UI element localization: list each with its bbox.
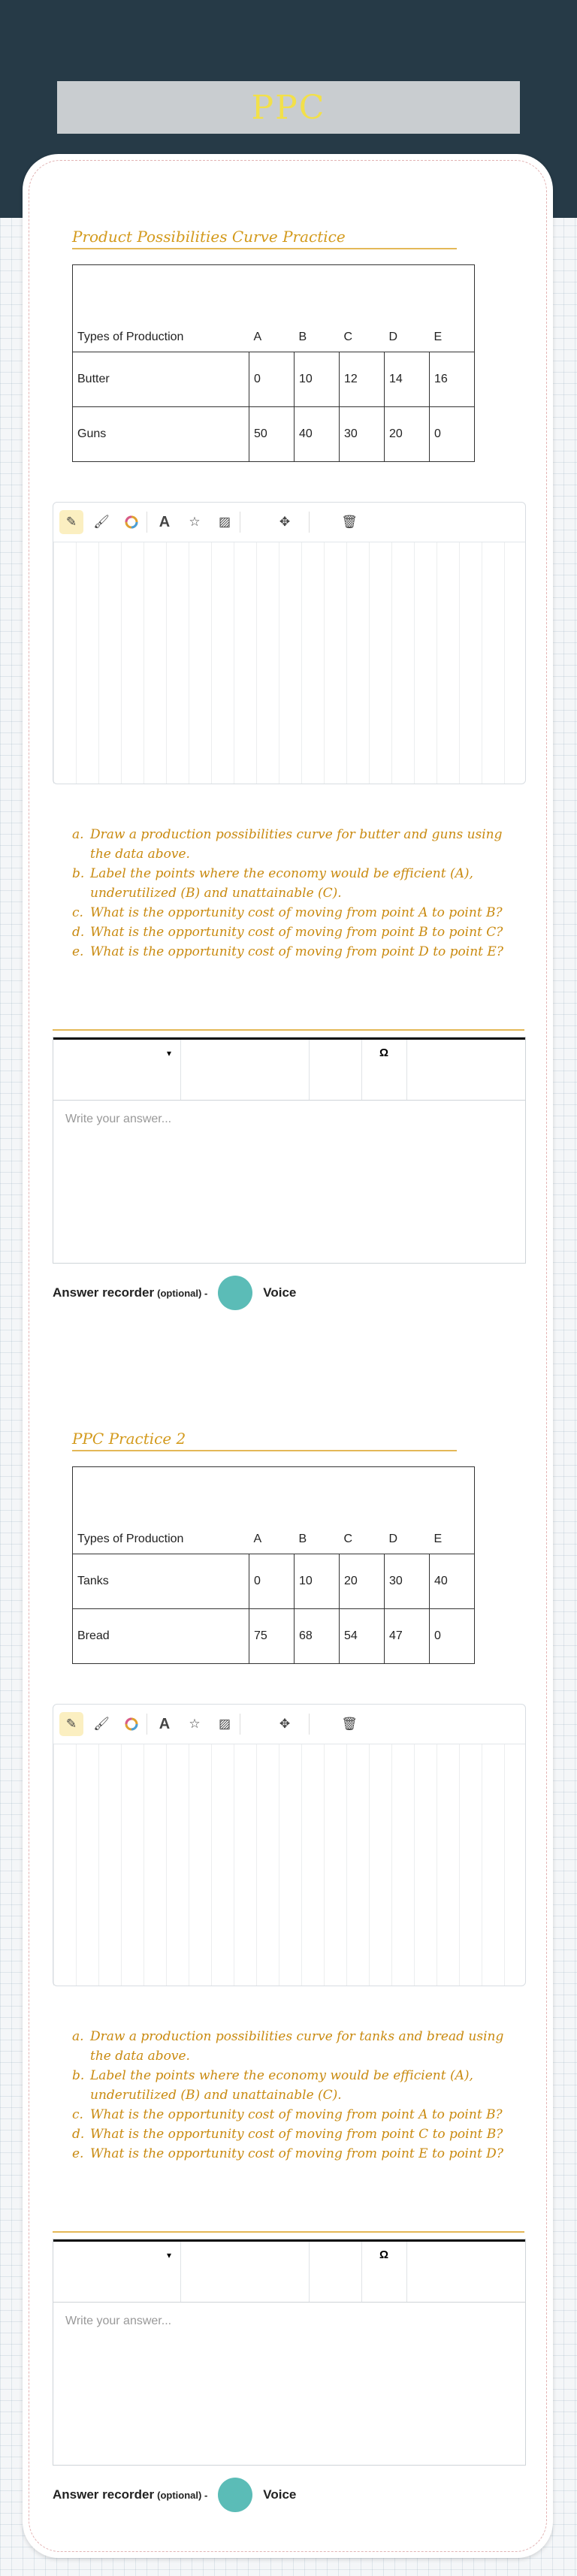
table-header-cell: C [339,1467,384,1554]
recorder-optional: (optional) - [157,1287,208,1299]
drawing-toolbar [53,1705,525,1744]
table-cell: 0 [429,407,474,462]
table-cell: 54 [339,1609,384,1664]
move-icon[interactable]: ✥ [279,1717,291,1731]
table-cell: 12 [339,352,384,407]
list-marker: c. [72,2107,83,2122]
list-marker: e. [72,944,84,959]
page-title: PPC [57,81,520,134]
table-header-cell: D [384,1467,429,1554]
section-title: Product Possibilities Curve Practice [72,225,457,249]
table-row [73,407,475,462]
table-cell: 0 [249,1554,294,1609]
list-item [72,942,523,962]
list-marker: a. [72,2029,84,2044]
table-cell: 30 [384,1554,429,1609]
divider [53,2231,524,2233]
table-cell: 16 [429,352,474,407]
table-cell: Butter [73,352,249,407]
table-cell: Tanks [73,1554,249,1609]
answer-placeholder[interactable]: Write your answer... [65,1113,172,1125]
table-header-cell: A [249,265,294,352]
table-header-cell: E [429,265,474,352]
format-dropdown[interactable]: ▾ [53,2242,181,2302]
divider [53,1029,524,1031]
toolbar-slot [309,1040,362,1100]
voice-label: Voice [263,2487,297,2502]
pencil-icon[interactable]: ✎ [59,1712,83,1736]
table-header-cell: A [249,1467,294,1554]
table-cell: 0 [429,1609,474,1664]
list-item [72,2125,523,2144]
table-header-cell: B [294,265,339,352]
brush-icon[interactable]: 🖌 [93,1717,110,1731]
list-marker: a. [72,827,84,842]
table-cell: Bread [73,1609,249,1664]
table-cell: 47 [384,1609,429,1664]
trash-icon[interactable]: 🗑 [341,1717,358,1731]
star-icon[interactable]: ☆ [189,1717,201,1731]
question-text: What is the opportunity cost of moving from point E to point D? [90,2146,503,2161]
color-wheel-icon[interactable] [119,1712,143,1736]
text-icon[interactable]: A [159,513,171,530]
question-list [72,825,523,962]
drawing-widget [53,502,526,784]
question-text: What is the opportunity cost of moving from point D to point E? [90,944,503,959]
table-cell: 50 [249,407,294,462]
special-char-button[interactable]: Ω [361,1040,407,1100]
table-header-cell: C [339,265,384,352]
table-cell: 20 [339,1554,384,1609]
list-item [72,2144,523,2164]
table-row [73,352,475,407]
drawing-toolbar [53,503,525,542]
record-button[interactable] [218,1276,252,1310]
production-table [72,264,475,462]
recorder-optional: (optional) - [157,2489,208,2501]
question-text: Draw a production possibilities curve for tanks and bread using the data above. [90,2029,504,2064]
list-item [72,2066,523,2105]
drawing-canvas[interactable] [53,1744,525,1986]
question-text: Label the points where the economy would be efficient (A), underutilized (B) and unattainable (C). [90,2068,473,2103]
star-icon[interactable]: ☆ [189,515,201,529]
answer-editor [53,2239,526,2466]
list-marker: e. [72,2146,84,2161]
toolbar-divider [309,512,310,533]
table-row [73,1554,475,1609]
question-list [72,2027,523,2164]
voice-label: Voice [263,1285,297,1300]
table-cell: 10 [294,1554,339,1609]
toolbar-slot [181,2242,310,2302]
table-cell: 10 [294,352,339,407]
recorder-label: Answer recorder [53,1285,155,1300]
toolbar-slot [181,1040,310,1100]
brush-icon[interactable]: 🖌 [93,515,110,529]
table-cell: 40 [294,407,339,462]
editor-toolbar [53,1037,525,1101]
image-icon[interactable]: ▨ [218,1717,231,1731]
table-cell: 30 [339,407,384,462]
list-marker: d. [72,2127,85,2142]
table-cell: 68 [294,1609,339,1664]
drawing-widget [53,1704,526,1986]
pencil-icon[interactable]: ✎ [59,510,83,534]
answer-recorder [53,1276,296,1310]
section-title: PPC Practice 2 [72,1427,457,1451]
table-header-cell: B [294,1467,339,1554]
trash-icon[interactable]: 🗑 [341,515,358,529]
table-cell: 20 [384,407,429,462]
production-table [72,1466,475,1664]
list-item [72,2105,523,2125]
table-cell: 0 [249,352,294,407]
table-header-row [73,1467,475,1554]
table-header-row [73,265,475,352]
text-icon[interactable]: A [159,1715,171,1732]
table-cell: 14 [384,352,429,407]
list-marker: c. [72,905,83,920]
recorder-label: Answer recorder [53,2487,155,2502]
answer-placeholder[interactable]: Write your answer... [65,2315,172,2327]
question-text: What is the opportunity cost of moving from point B to point C? [90,925,503,940]
table-header-cell: D [384,265,429,352]
editor-toolbar [53,2239,525,2303]
table-cell: 40 [429,1554,474,1609]
move-icon[interactable]: ✥ [279,515,291,529]
question-text: Label the points where the economy would be efficient (A), underutilized (B) and unattainable (C). [90,866,473,901]
list-marker: d. [72,925,85,940]
image-icon[interactable]: ▨ [218,515,231,529]
list-marker: b. [72,2068,85,2083]
list-item [72,864,523,903]
format-dropdown[interactable]: ▾ [53,1040,181,1100]
table-cell: 75 [249,1609,294,1664]
list-item [72,825,523,864]
answer-editor [53,1037,526,1264]
table-header-cell: Types of Production [73,265,249,352]
color-wheel-icon[interactable] [119,510,143,534]
special-char-button[interactable]: Ω [361,2242,407,2302]
list-marker: b. [72,866,85,881]
table-header-cell: Types of Production [73,1467,249,1554]
answer-recorder [53,2478,296,2512]
question-text: What is the opportunity cost of moving from point A to point B? [90,905,503,920]
question-text: What is the opportunity cost of moving from point C to point B? [90,2127,503,2142]
toolbar-slot [309,2242,362,2302]
list-item [72,923,523,942]
drawing-canvas[interactable] [53,542,525,784]
list-item [72,903,523,923]
list-item [72,2027,523,2066]
table-header-cell: E [429,1467,474,1554]
question-text: What is the opportunity cost of moving from point A to point B? [90,2107,503,2122]
toolbar-divider [309,1714,310,1735]
table-cell: Guns [73,407,249,462]
record-button[interactable] [218,2478,252,2512]
table-row [73,1609,475,1664]
question-text: Draw a production possibilities curve for butter and guns using the data above. [90,827,503,862]
